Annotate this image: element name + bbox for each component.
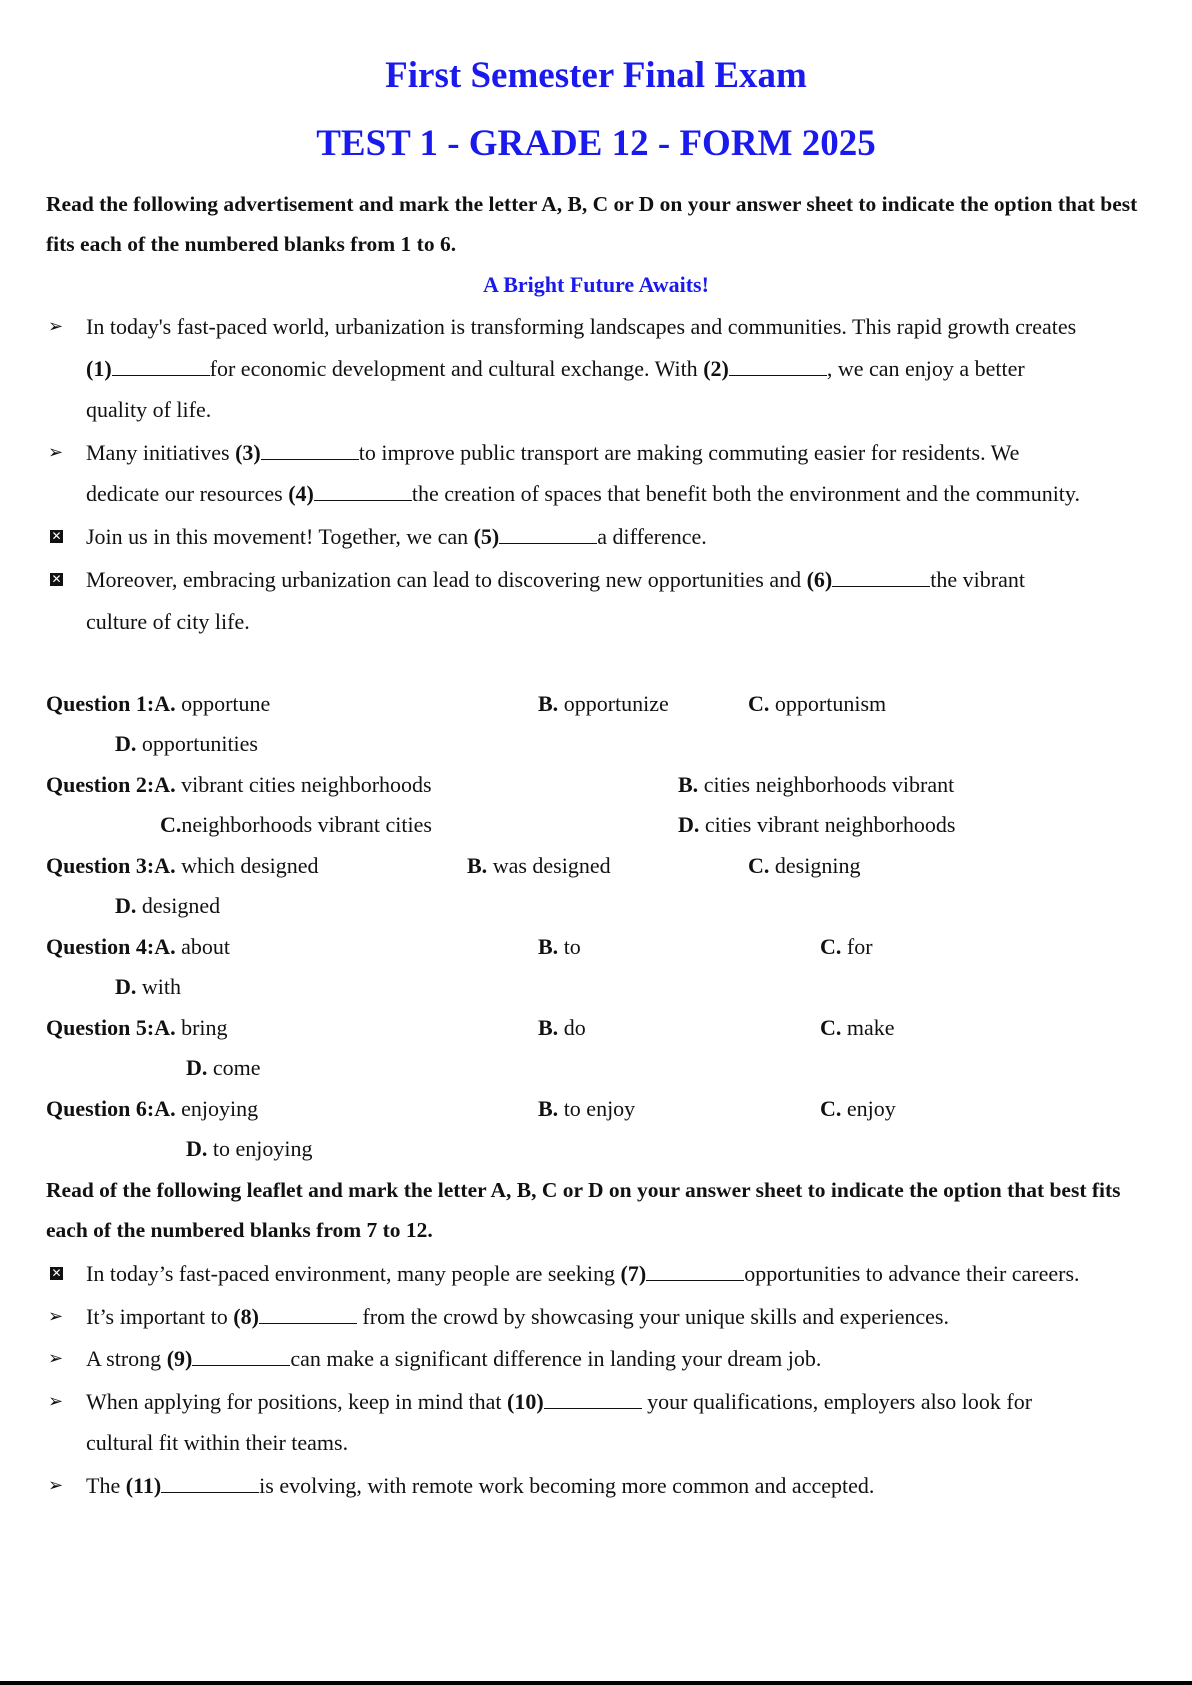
answer-option-d[interactable] (678, 805, 955, 845)
text-segment: is evolving, with remote work becoming more common and accepted. (259, 1472, 875, 1498)
list-item (46, 1465, 1086, 1507)
option-text: cities neighborhoods vibrant (703, 772, 955, 797)
question-label: Question 3: (46, 853, 155, 878)
option-text: opportunism (774, 691, 887, 716)
answer-blank (729, 357, 827, 376)
arrow-bullet-icon: ➢ (48, 316, 64, 336)
answer-option-b[interactable] (538, 1008, 586, 1048)
option-letter: B. (538, 1015, 564, 1040)
answer-option-b[interactable] (538, 1089, 635, 1129)
option-letter: D. (186, 1136, 213, 1161)
question-label: Question 2: (46, 772, 155, 797)
checkbox-x-bullet-icon: ✕ (51, 572, 62, 586)
option-text: opportune (181, 691, 271, 716)
checkbox-x-bullet-icon: ✕ (51, 1266, 62, 1280)
option-letter: A. (154, 934, 182, 959)
answer-blank (192, 1347, 290, 1366)
passage2-list (46, 1253, 1146, 1507)
text-segment: It’s important to (86, 1303, 234, 1329)
arrow-bullet-icon: ➢ (48, 1390, 64, 1411)
blank-number: (6) (806, 567, 833, 592)
option-letter: B. (678, 772, 704, 797)
question-row (0, 886, 1192, 926)
question-row (0, 1008, 1192, 1048)
question-row (0, 927, 1192, 967)
question-row (0, 967, 1192, 1007)
option-text: enjoy (846, 1096, 896, 1121)
option-text: about (181, 934, 230, 959)
text-segment: , we can enjoy a better quality of life. (86, 355, 1025, 422)
option-letter: C. (820, 934, 847, 959)
question-row (0, 805, 1192, 845)
list-item (46, 1381, 1086, 1464)
option-letter: A. (154, 691, 182, 716)
question-label: Question 6: (46, 1096, 155, 1121)
answer-blank (259, 1305, 357, 1324)
blank-number: (9) (166, 1346, 193, 1371)
option-letter: D. (115, 893, 142, 918)
text-segment: the vibrant culture of city life. (86, 567, 1025, 634)
list-item (46, 516, 1086, 558)
option-letter: C. (820, 1015, 847, 1040)
answer-option-b[interactable] (678, 765, 954, 805)
arrow-bullet-icon: ➢ (48, 1348, 64, 1368)
answer-option-c[interactable] (820, 1089, 896, 1129)
question-label: Question 5: (46, 1015, 155, 1040)
option-letter: A. (154, 1096, 182, 1121)
option-text: which designed (181, 853, 319, 878)
question-row (0, 1048, 1192, 1088)
option-text: to (563, 934, 581, 959)
option-letter: D. (678, 812, 705, 837)
option-text: with (141, 974, 182, 999)
blank-number: (4) (288, 481, 314, 506)
text-segment: from the crowd by showcasing your unique skills and experiences. (356, 1303, 949, 1329)
question-row (0, 1129, 1192, 1169)
text-segment: a difference. (597, 523, 707, 549)
blank-number: (11) (125, 1472, 162, 1498)
blank-number: (8) (233, 1303, 259, 1329)
answer-option-a[interactable] (46, 1089, 258, 1129)
answer-blank (646, 1262, 744, 1281)
section1-instruction: Read the following advertisement and mark the letter A, B, C or D on your answer sheet to indicate the option that best fits each of the numbered blanks from 1 to 6. (46, 192, 1138, 256)
text-segment: to improve public transport are making commuting easier for residents. We dedicate our resources (86, 439, 1020, 506)
option-letter: C. (160, 812, 182, 837)
blank-number: (5) (473, 523, 500, 549)
blank-number: (1) (86, 355, 112, 381)
option-text: designed (141, 893, 221, 918)
option-letter: D. (115, 731, 142, 756)
answer-option-c[interactable] (160, 805, 432, 845)
option-text: neighborhoods vibrant cities (181, 812, 432, 837)
arrow-bullet-icon: ➢ (48, 1474, 64, 1495)
page-bottom-border (0, 1681, 1192, 1685)
answer-option-d[interactable] (115, 724, 258, 764)
option-text: opportunize (563, 691, 669, 716)
blank-number: (2) (703, 355, 729, 381)
option-letter: B. (538, 691, 564, 716)
checkbox-x-bullet-icon: ✕ (51, 528, 62, 543)
answer-blank (314, 482, 412, 501)
question-label: Question 1: (46, 691, 155, 716)
option-text: opportunities (141, 731, 258, 756)
text-segment: can make a significant difference in landing your dream job. (290, 1346, 822, 1371)
option-letter: B. (538, 934, 564, 959)
blank-number: (3) (235, 439, 261, 465)
question-label: Question 4: (46, 934, 155, 959)
answer-option-b[interactable] (538, 684, 669, 724)
option-letter: B. (538, 1096, 564, 1121)
exam-title: First Semester Final Exam (385, 55, 807, 96)
text-segment: Join us in this movement! Together, we can (86, 523, 474, 549)
text-segment: the creation of spaces that benefit both the environment and the community. (411, 481, 1080, 506)
option-text: do (563, 1015, 586, 1040)
answer-option-b[interactable] (538, 927, 581, 967)
answer-blank (112, 357, 210, 376)
answer-blank (832, 568, 930, 587)
option-text: bring (181, 1015, 228, 1040)
answer-option-a[interactable] (46, 765, 432, 805)
question-row (0, 1089, 1192, 1129)
option-text: to enjoy (563, 1096, 636, 1121)
list-item (46, 1296, 1086, 1338)
text-segment: When applying for positions, keep in mind that (86, 1388, 507, 1414)
question-row (0, 724, 1192, 764)
option-text: to enjoying (212, 1136, 313, 1161)
option-text: was designed (492, 853, 611, 878)
answer-blank (261, 441, 359, 460)
section2-instruction: Read of the following leaflet and mark the letter A, B, C or D on your answer sheet to indicate the option that best fits each of the numbered blanks from 7 to 12. (46, 1178, 1121, 1242)
answer-option-d[interactable] (115, 886, 220, 926)
answer-blank (161, 1474, 259, 1493)
option-letter: B. (467, 853, 493, 878)
option-letter: A. (154, 772, 182, 797)
option-text: for (846, 934, 873, 959)
option-letter: D. (115, 974, 142, 999)
text-segment: opportunities to advance their careers. (744, 1261, 1080, 1286)
text-segment: Many initiatives (86, 439, 236, 465)
text-segment: The (86, 1472, 126, 1498)
option-letter: C. (748, 853, 775, 878)
question-row (0, 684, 1192, 724)
list-item (46, 432, 1086, 515)
text-segment: In today's fast-paced world, urbanization is transforming landscapes and communities. This rapid growth creates (86, 314, 1077, 339)
list-item (46, 1253, 1086, 1295)
arrow-bullet-icon: ➢ (48, 1305, 64, 1326)
blank-number: (7) (620, 1261, 647, 1286)
answer-option-d[interactable] (186, 1048, 261, 1088)
question-row (0, 846, 1192, 886)
text-segment: your qualifications, employers also look for cultural fit within their teams. (86, 1388, 1033, 1455)
option-text: come (212, 1055, 261, 1080)
option-letter: A. (154, 1015, 182, 1040)
text-segment: Moreover, embracing urbanization can lead to discovering new opportunities and (86, 567, 807, 592)
text-segment: In today’s fast-paced environment, many people are seeking (86, 1261, 621, 1286)
option-text: make (846, 1015, 895, 1040)
option-text: designing (774, 853, 861, 878)
answer-option-c[interactable] (820, 1008, 895, 1048)
question-row (0, 765, 1192, 805)
option-letter: D. (186, 1055, 213, 1080)
answer-option-d[interactable] (186, 1129, 313, 1169)
answer-option-a[interactable] (46, 846, 319, 886)
answer-option-a[interactable] (46, 684, 270, 724)
exam-subtitle: TEST 1 - GRADE 12 - FORM 2025 (316, 123, 876, 164)
option-text: cities vibrant neighborhoods (704, 812, 956, 837)
option-letter: C. (748, 691, 775, 716)
passage-heading: A Bright Future Awaits! (483, 272, 709, 297)
option-text: enjoying (181, 1096, 259, 1121)
option-text: vibrant cities neighborhoods (181, 772, 432, 797)
text-segment: for economic development and cultural exchange. With (209, 355, 704, 381)
answer-option-a[interactable] (46, 1008, 228, 1048)
arrow-bullet-icon: ➢ (48, 441, 64, 462)
passage1-list (46, 306, 1146, 643)
answer-option-c[interactable] (748, 684, 886, 724)
list-item (46, 1338, 1086, 1380)
list-item (46, 306, 1086, 431)
answer-option-d[interactable] (115, 967, 181, 1007)
option-letter: C. (820, 1096, 847, 1121)
option-letter: A. (154, 853, 182, 878)
text-segment: A strong (86, 1346, 167, 1371)
answer-option-a[interactable] (46, 927, 230, 967)
answer-option-b[interactable] (467, 846, 611, 886)
answer-option-c[interactable] (820, 927, 873, 967)
answer-blank (499, 525, 597, 544)
answer-option-c[interactable] (748, 846, 860, 886)
list-item (46, 559, 1086, 642)
blank-number: (10) (507, 1388, 544, 1414)
answer-blank (544, 1390, 642, 1409)
